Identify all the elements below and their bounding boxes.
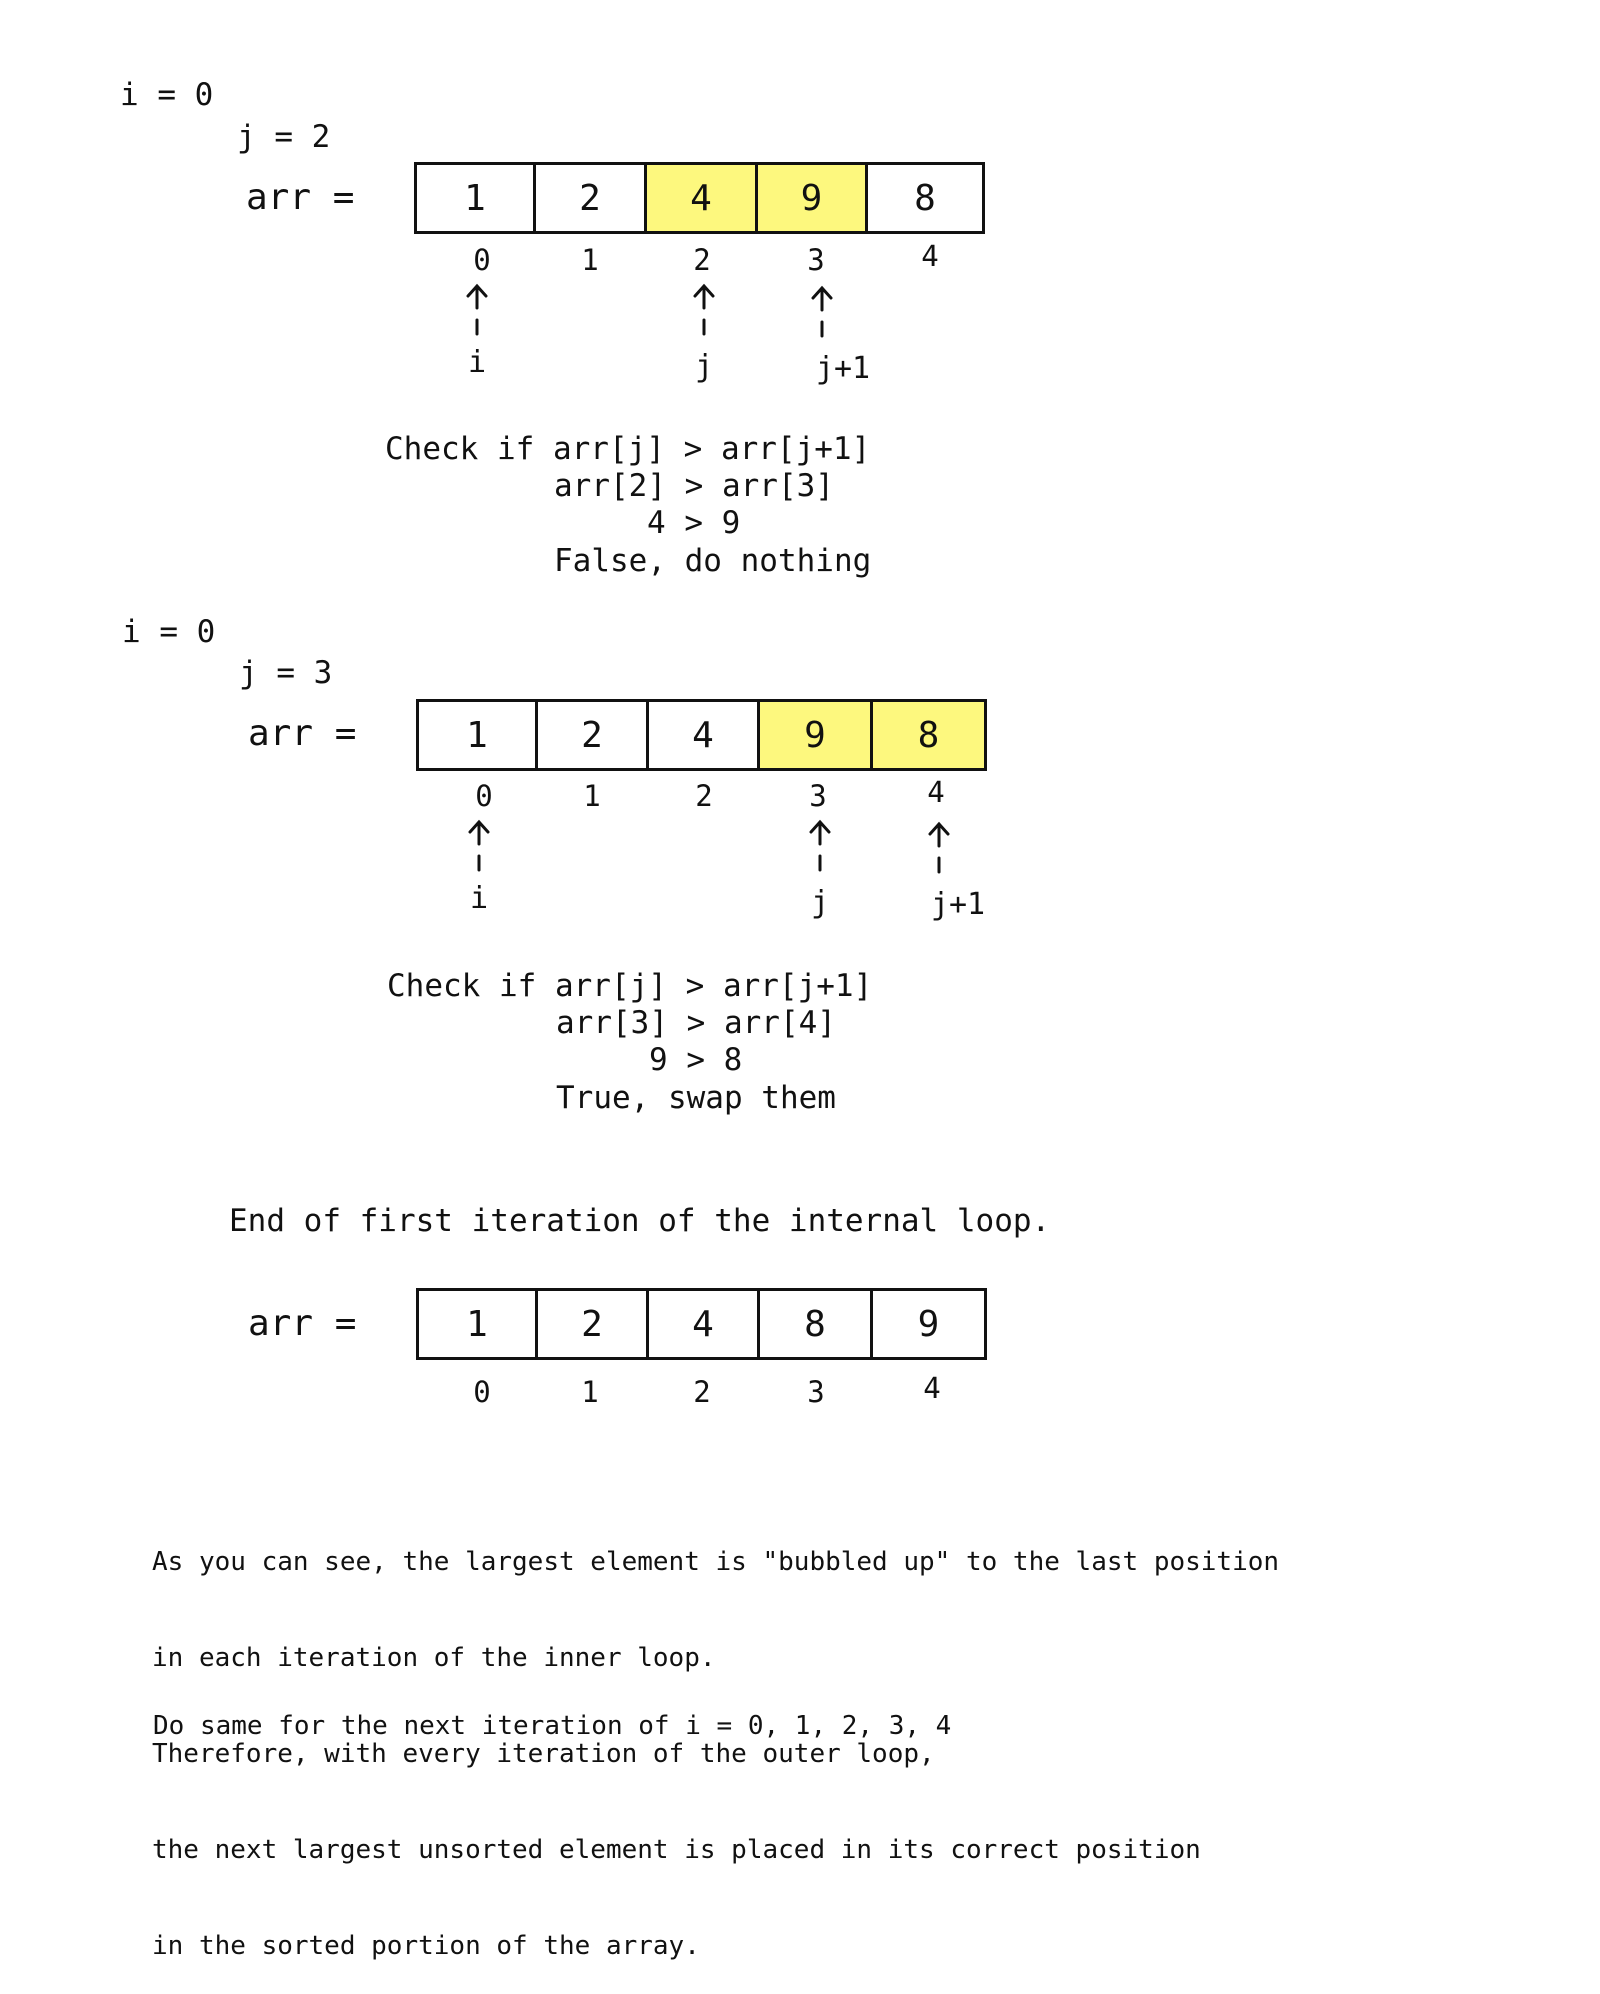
- index-label: 2: [693, 1375, 711, 1409]
- j-label: j = 3: [239, 655, 333, 691]
- up-arrow-icon: [459, 818, 499, 872]
- explanation-line: Therefore, with every iteration of the outer loop,: [152, 1739, 935, 1769]
- index-label: 2: [695, 779, 713, 813]
- array-cell: 4: [646, 699, 760, 771]
- index-label: 4: [921, 239, 939, 273]
- i-label: i = 0: [120, 77, 214, 113]
- index-label: 4: [927, 775, 945, 809]
- end-of-iteration-heading: End of first iteration of the internal loop.: [229, 1203, 1051, 1239]
- array-cell: 4: [646, 1288, 760, 1360]
- array-cell: 1: [414, 162, 536, 234]
- index-label: 3: [807, 243, 825, 277]
- index-label: 0: [475, 779, 493, 813]
- array-cell-highlighted: 9: [757, 699, 873, 771]
- check-result: False, do nothing: [554, 543, 872, 579]
- index-label: 3: [809, 779, 827, 813]
- check-line: 4 > 9: [647, 505, 741, 541]
- j-label: j = 2: [237, 119, 331, 155]
- up-arrow-icon: [802, 284, 842, 338]
- array-cell-highlighted: 8: [870, 699, 987, 771]
- index-label: 1: [581, 243, 599, 277]
- pointer-i-label: i: [467, 345, 487, 380]
- check-line: arr[2] > arr[3]: [554, 468, 834, 504]
- pointer-j-label: j: [694, 349, 714, 384]
- array-cell: 9: [870, 1288, 987, 1360]
- index-label: 0: [473, 1375, 491, 1409]
- up-arrow-icon: [684, 282, 724, 336]
- check-line: arr[3] > arr[4]: [556, 1005, 836, 1041]
- i-label: i = 0: [122, 614, 216, 650]
- arr-label: arr =: [248, 713, 357, 754]
- pointer-i-label: i: [469, 881, 489, 916]
- index-label: 3: [807, 1375, 825, 1409]
- check-line: 9 > 8: [649, 1042, 743, 1078]
- index-label: 1: [583, 779, 601, 813]
- pointer-j-label: j: [810, 885, 830, 920]
- check-result: True, swap them: [556, 1080, 836, 1116]
- explanation-line: in each iteration of the inner loop.: [152, 1643, 716, 1673]
- arr-label: arr =: [248, 1303, 357, 1344]
- array-cell: 2: [533, 162, 647, 234]
- array-cell: 8: [757, 1288, 873, 1360]
- array-cell-highlighted: 4: [644, 162, 758, 234]
- check-line: Check if arr[j] > arr[j+1]: [385, 431, 871, 467]
- index-label: 4: [923, 1371, 941, 1405]
- check-line: Check if arr[j] > arr[j+1]: [387, 968, 873, 1004]
- array-cell: 1: [416, 1288, 538, 1360]
- index-label: 1: [581, 1375, 599, 1409]
- pointer-j1-label: j+1: [930, 887, 986, 922]
- up-arrow-icon: [919, 820, 959, 874]
- array-cell-highlighted: 9: [755, 162, 868, 234]
- array-cell: 8: [865, 162, 985, 234]
- index-label: 0: [473, 243, 491, 277]
- array-cell: 2: [535, 1288, 649, 1360]
- arr-label: arr =: [246, 177, 355, 218]
- pointer-j1-label: j+1: [815, 351, 871, 386]
- explanation-line: As you can see, the largest element is "bubbled up" to the last position: [152, 1547, 1280, 1577]
- up-arrow-icon: [457, 282, 497, 336]
- explanation-line: the next largest unsorted element is placed in its correct position: [152, 1835, 1201, 1865]
- array-cell: 1: [416, 699, 538, 771]
- up-arrow-icon: [800, 818, 840, 872]
- array-cell: 2: [535, 699, 649, 771]
- index-label: 2: [693, 243, 711, 277]
- footer-note: Do same for the next iteration of i = 0, 1, 2, 3, 4: [153, 1711, 952, 1741]
- explanation-line: in the sorted portion of the array.: [152, 1931, 700, 1961]
